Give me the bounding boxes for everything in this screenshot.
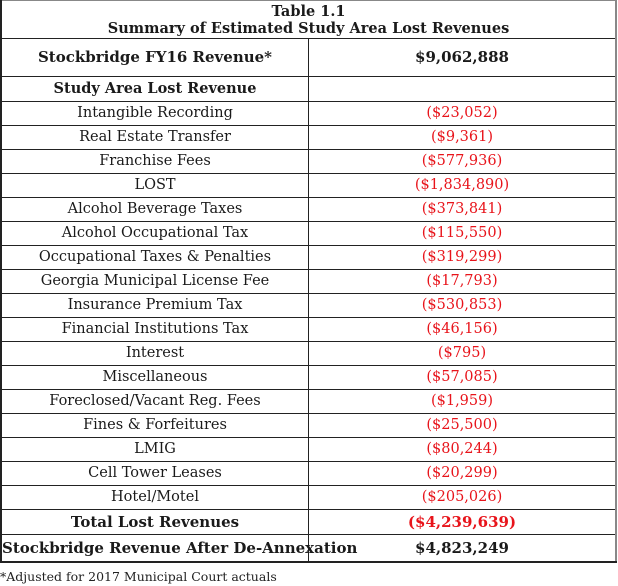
lost-revenue-value: ($25,500)	[309, 414, 617, 438]
section-header-label: Study Area Lost Revenue	[1, 77, 309, 102]
lost-revenue-row	[1, 150, 616, 174]
lost-revenue-row	[1, 366, 616, 390]
table-number: Table 1.1	[271, 2, 346, 20]
lost-revenue-value: ($1,959)	[309, 390, 617, 414]
lost-revenue-value: ($205,026)	[309, 486, 617, 510]
lost-revenue-row	[1, 102, 616, 126]
lost-revenue-label: Real Estate Transfer	[1, 126, 309, 150]
lost-revenue-value: ($115,550)	[309, 222, 617, 246]
total-lost-revenues-row	[1, 510, 616, 535]
lost-revenue-value: ($1,834,890)	[309, 174, 617, 198]
table-title	[1, 1, 616, 39]
lost-revenue-value: ($9,361)	[309, 126, 617, 150]
fy16-revenue-row	[1, 39, 616, 77]
lost-revenue-row	[1, 174, 616, 198]
lost-revenue-label: Foreclosed/Vacant Reg. Fees	[1, 390, 309, 414]
lost-revenue-label: LMIG	[1, 438, 309, 462]
lost-revenue-value: ($530,853)	[309, 294, 617, 318]
lost-revenue-value: ($319,299)	[309, 246, 617, 270]
lost-revenue-label: Georgia Municipal License Fee	[1, 270, 309, 294]
lost-revenue-row	[1, 342, 616, 366]
revenue-after-deannexation-label: Stockbridge Revenue After De-Annexation	[1, 535, 309, 563]
lost-revenue-row	[1, 294, 616, 318]
lost-revenue-row	[1, 246, 616, 270]
section-header-value	[309, 77, 617, 102]
fy16-revenue-value: $9,062,888	[309, 39, 617, 77]
lost-revenue-label: Insurance Premium Tax	[1, 294, 309, 318]
lost-revenue-row	[1, 126, 616, 150]
lost-revenue-label: Intangible Recording	[1, 102, 309, 126]
total-lost-revenues-label: Total Lost Revenues	[1, 510, 309, 535]
lost-revenue-label: Cell Tower Leases	[1, 462, 309, 486]
lost-revenue-label: Financial Institutions Tax	[1, 318, 309, 342]
fy16-revenue-label: Stockbridge FY16 Revenue*	[1, 39, 309, 77]
lost-revenue-value: ($20,299)	[309, 462, 617, 486]
lost-revenue-label: Interest	[1, 342, 309, 366]
lost-revenue-section-header	[1, 77, 616, 102]
lost-revenue-row	[1, 486, 616, 510]
lost-revenue-row	[1, 270, 616, 294]
lost-revenue-value: ($577,936)	[309, 150, 617, 174]
lost-revenue-value: ($17,793)	[309, 270, 617, 294]
lost-revenue-row	[1, 390, 616, 414]
total-lost-revenues-value: ($4,239,639)	[309, 510, 617, 535]
lost-revenue-label: Miscellaneous	[1, 366, 309, 390]
lost-revenue-label: Fines & Forfeitures	[1, 414, 309, 438]
table-caption: Summary of Estimated Study Area Lost Revenues	[107, 19, 510, 37]
lost-revenue-row	[1, 198, 616, 222]
lost-revenue-label: Occupational Taxes & Penalties	[1, 246, 309, 270]
lost-revenue-row	[1, 414, 616, 438]
lost-revenue-value: ($373,841)	[309, 198, 617, 222]
lost-revenue-row	[1, 438, 616, 462]
lost-revenue-row	[1, 318, 616, 342]
revenue-after-deannexation-row	[1, 535, 616, 563]
lost-revenue-label: LOST	[1, 174, 309, 198]
lost-revenue-label: Alcohol Beverage Taxes	[1, 198, 309, 222]
lost-revenue-value: ($795)	[309, 342, 617, 366]
lost-revenue-label: Alcohol Occupational Tax	[1, 222, 309, 246]
lost-revenue-value: ($80,244)	[309, 438, 617, 462]
lost-revenue-label: Hotel/Motel	[1, 486, 309, 510]
lost-revenue-value: ($57,085)	[309, 366, 617, 390]
lost-revenue-label: Franchise Fees	[1, 150, 309, 174]
lost-revenue-value: ($23,052)	[309, 102, 617, 126]
footnote: *Adjusted for 2017 Municipal Court actuals	[0, 569, 277, 584]
revenue-after-deannexation-value: $4,823,249	[309, 535, 617, 563]
lost-revenue-row	[1, 462, 616, 486]
lost-revenue-value: ($46,156)	[309, 318, 617, 342]
title-row	[1, 1, 616, 39]
lost-revenue-row	[1, 222, 616, 246]
